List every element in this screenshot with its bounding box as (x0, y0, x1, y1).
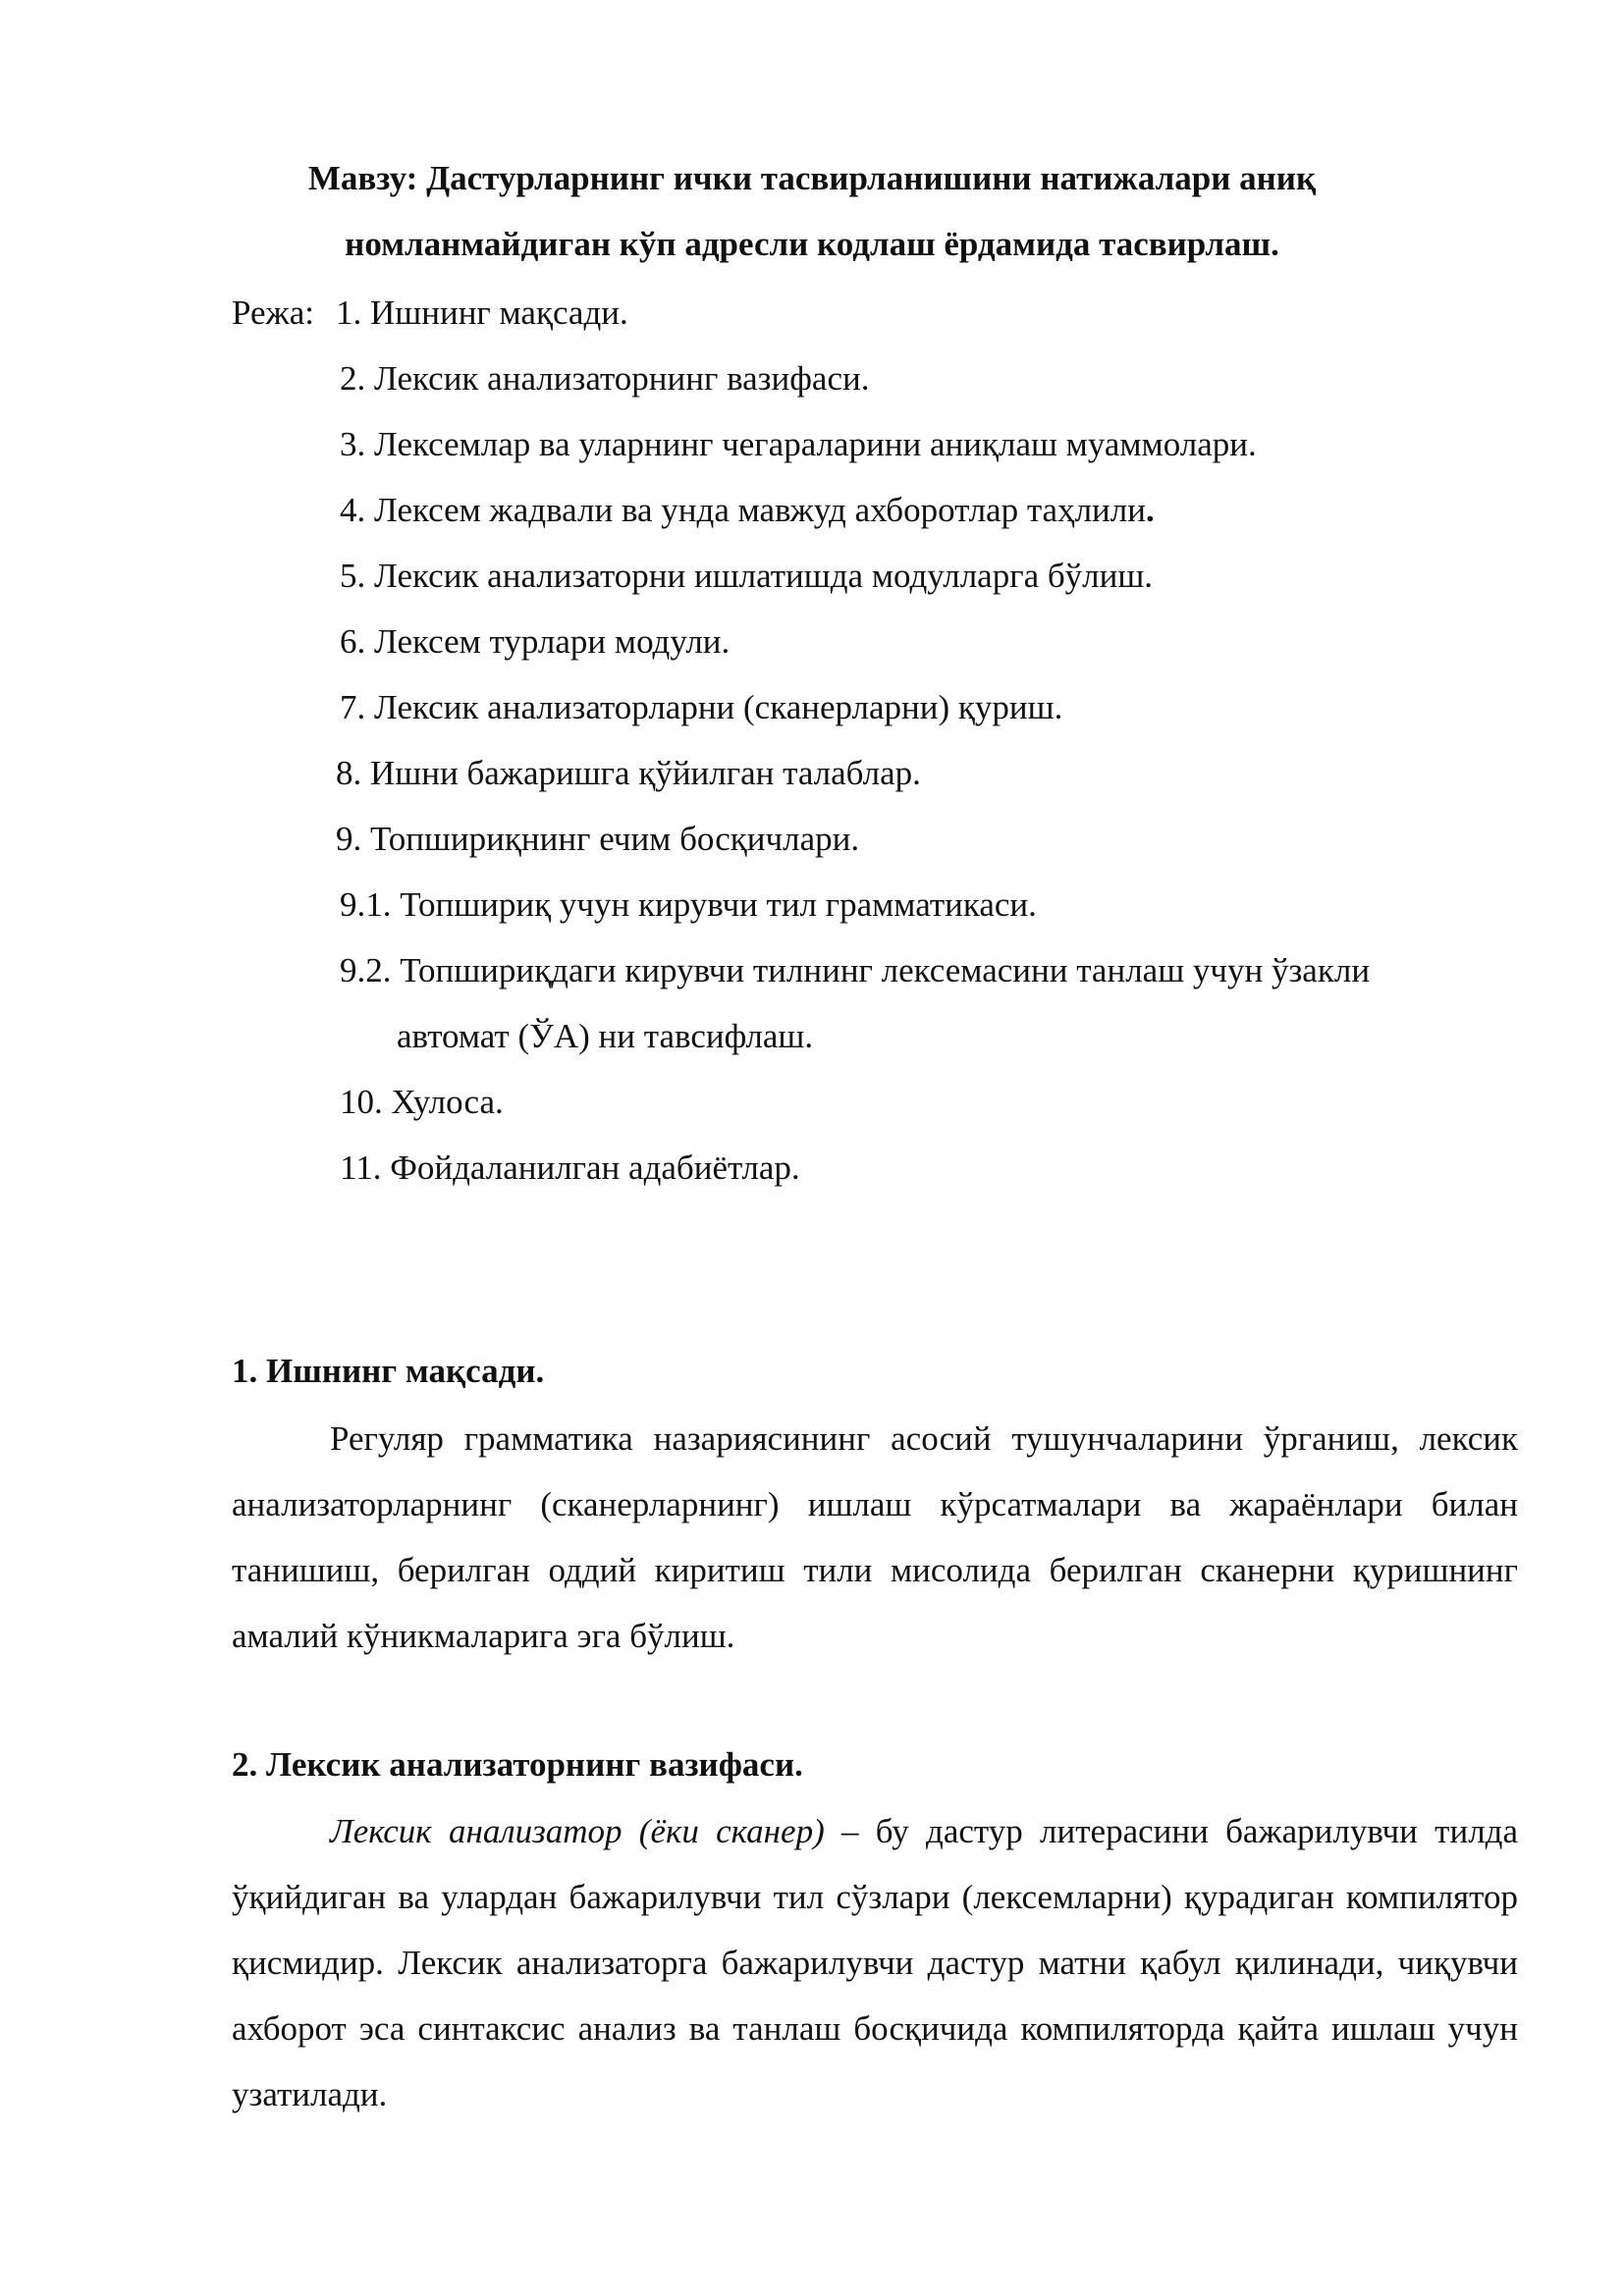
plan-item-9-1: 9.1. Топшириқ учун кирувчи тил грамматикаси. (340, 885, 1037, 924)
plan-item-10: 10. Хулоса. (340, 1083, 504, 1121)
plan-item-6: 6. Лексем турлари модули. (340, 622, 731, 661)
plan-item-4-dot: . (1145, 491, 1155, 529)
plan-item-4-text: 4. Лексем жадвали ва унда мавжуд ахборотлар таҳлили (340, 491, 1146, 529)
plan-item-5: 5. Лексик анализаторни ишлатишда модулларга бўлиш. (340, 557, 1154, 595)
section-2-heading: 2. Лексик анализаторнинг вазифаси. (232, 1745, 803, 1784)
plan-item-1: 1. Ишнинг мақсади. (336, 294, 628, 332)
plan-item-4 (340, 489, 1155, 532)
plan-item-8: 8. Ишни бажаришга қўйилган талаблар. (336, 754, 921, 792)
plan-item-9-2: 9.2. Топшириқдаги кирувчи тилнинг лексемасини танлаш учун ўзакли (340, 951, 1371, 989)
section-1-heading: 1. Ишнинг мақсади. (232, 1352, 545, 1390)
plan-item-3: 3. Лексемлар ва уларнинг чегараларини аниқлаш муаммолари. (340, 425, 1257, 463)
plan-item-7: 7. Лексик анализаторларни (сканерларни) қуриш. (340, 688, 1063, 726)
plan-item-9: 9. Топшириқнинг ечим босқичлари. (336, 820, 860, 858)
section-1-paragraph: Регуляр грамматика назариясининг асосий тушунчаларини ўрганиш, лексик анализаторларнинг (сканерларнинг) ишлаш кўрсатмалари ва жараёнлари билан танишиш, берилган оддий киритиш тили мисолида берилган сканерни қуришнинг амалий кўникмаларига эга бўлиш. (232, 1419, 1518, 1655)
plan-item-2: 2. Лексик анализаторнинг вазифаси. (340, 359, 870, 398)
section-2-paragraph (232, 1798, 1518, 2127)
section-2-term: Лексик анализатор (ёки сканер) (330, 1812, 825, 1850)
plan-item-9-2-continuation: автомат (ЎА) ни тавсифлаш. (397, 1017, 814, 1055)
plan-label: Режа: (232, 294, 314, 332)
document-title-line-1: Мавзу: Дастурларнинг ички тасвирланишини натижалари аниқ (307, 159, 1317, 197)
section-2-text: – бу дастур литерасини бажарилувчи тилда ўқийдиган ва улардан бажарилувчи тил сўзлари (лексемларни) қурадиган компилятор қисмидир. Лексик анализаторга бажарилувчи дастур матни қабул қилинади, чиқувчи ахборот эса синтаксис анализ ва танлаш босқичида компиляторда қайта ишлаш учун узатилади. (232, 1812, 1518, 2113)
plan-item-11: 11. Фойдаланилган адабиётлар. (340, 1148, 800, 1187)
document-title-line-2: номланмайдиган кўп адресли кодлаш ёрдамида тасвирлаш. (345, 225, 1279, 263)
